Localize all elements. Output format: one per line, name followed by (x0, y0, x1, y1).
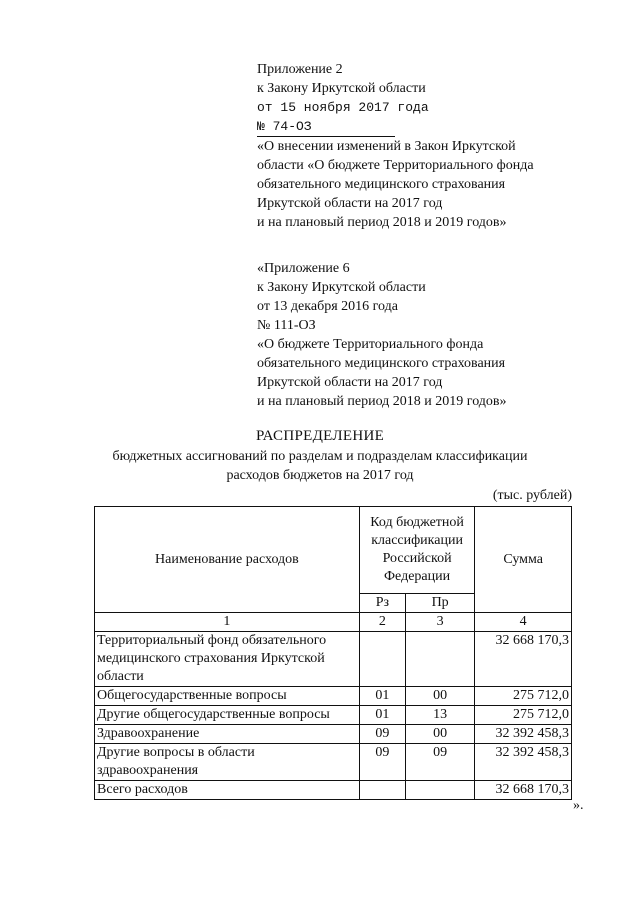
inner-appendix-line: к Закону Иркутской области (257, 280, 426, 295)
row-name: Территориальный фонд обязательного медицинского страхования Иркутской области (95, 632, 360, 687)
row-sum: 32 392 458,3 (475, 725, 572, 744)
appendix-date: от 15 ноября 2017 года (257, 100, 429, 115)
table-header-row (95, 507, 572, 594)
row-pr: 00 (405, 725, 474, 744)
row-name: Всего расходов (95, 781, 360, 800)
row-name: Здравоохранение (95, 725, 360, 744)
table-row-total (95, 781, 572, 800)
appendix-number: № 74-ОЗ (257, 117, 395, 137)
row-sum: 275 712,0 (475, 706, 572, 725)
units-label: (тыс. рублей) (492, 488, 572, 503)
budget-table (94, 506, 572, 800)
row-pr: 13 (405, 706, 474, 725)
colnum: 1 (95, 613, 360, 632)
header-code: Код бюджетной классификации Российской Федерации (359, 507, 475, 594)
inner-appendix-line: № 111-ОЗ (257, 318, 316, 333)
colnum: 3 (405, 613, 474, 632)
table-row (95, 706, 572, 725)
table-row (95, 687, 572, 706)
header-sum: Сумма (475, 507, 572, 613)
table-row (95, 744, 572, 781)
row-pr (405, 632, 474, 687)
row-pr: 00 (405, 687, 474, 706)
table-row (95, 632, 572, 687)
header-pr: Пр (405, 594, 474, 613)
row-rz (359, 781, 405, 800)
row-sum: 275 712,0 (475, 687, 572, 706)
row-rz (359, 632, 405, 687)
inner-appendix-line: от 13 декабря 2016 года (257, 299, 398, 314)
appendix-title-line: области «О бюджете Территориального фонда (257, 158, 534, 173)
closing-quote: ». (573, 798, 584, 813)
inner-appendix-line: обязательного медицинского страхования (257, 356, 506, 371)
header-rz: Рз (359, 594, 405, 613)
table-colnum-row (95, 613, 572, 632)
header-name: Наименование расходов (95, 507, 360, 613)
colnum: 2 (359, 613, 405, 632)
row-sum: 32 668 170,3 (475, 632, 572, 687)
table-row (95, 725, 572, 744)
inner-appendix-header (257, 259, 557, 411)
row-rz: 01 (359, 706, 405, 725)
inner-appendix-line: и на плановый период 2018 и 2019 годов» (257, 394, 507, 409)
colnum: 4 (475, 613, 572, 632)
row-rz: 01 (359, 687, 405, 706)
appendix-title-line: и на плановый период 2018 и 2019 годов» (257, 215, 507, 230)
appendix-line: к Закону Иркутской области (257, 81, 426, 96)
inner-appendix-line: Иркутской области на 2017 год (257, 375, 443, 390)
inner-appendix-line: «О бюджете Территориального фонда (257, 337, 484, 352)
row-pr (405, 781, 474, 800)
document-subtitle: бюджетных ассигнований по разделам и подразделам классификации (112, 449, 528, 464)
document-title: РАСПРЕДЕЛЕНИЕ (255, 428, 385, 444)
appendix-title-line: обязательного медицинского страхования (257, 177, 506, 192)
appendix-header (257, 60, 557, 232)
row-sum: 32 668 170,3 (475, 781, 572, 800)
document-subtitle: расходов бюджетов на 2017 год (226, 468, 414, 483)
appendix-line: Приложение 2 (257, 62, 343, 77)
row-rz: 09 (359, 744, 405, 781)
row-pr: 09 (405, 744, 474, 781)
row-name: Другие общегосударственные вопросы (95, 706, 360, 725)
row-name: Общегосударственные вопросы (95, 687, 360, 706)
appendix-title-line: «О внесении изменений в Закон Иркутской (257, 139, 516, 154)
appendix-title-line: Иркутской области на 2017 год (257, 196, 443, 211)
row-rz: 09 (359, 725, 405, 744)
inner-appendix-line: «Приложение 6 (257, 261, 350, 276)
row-sum: 32 392 458,3 (475, 744, 572, 781)
row-name: Другие вопросы в области здравоохранения (95, 744, 360, 781)
